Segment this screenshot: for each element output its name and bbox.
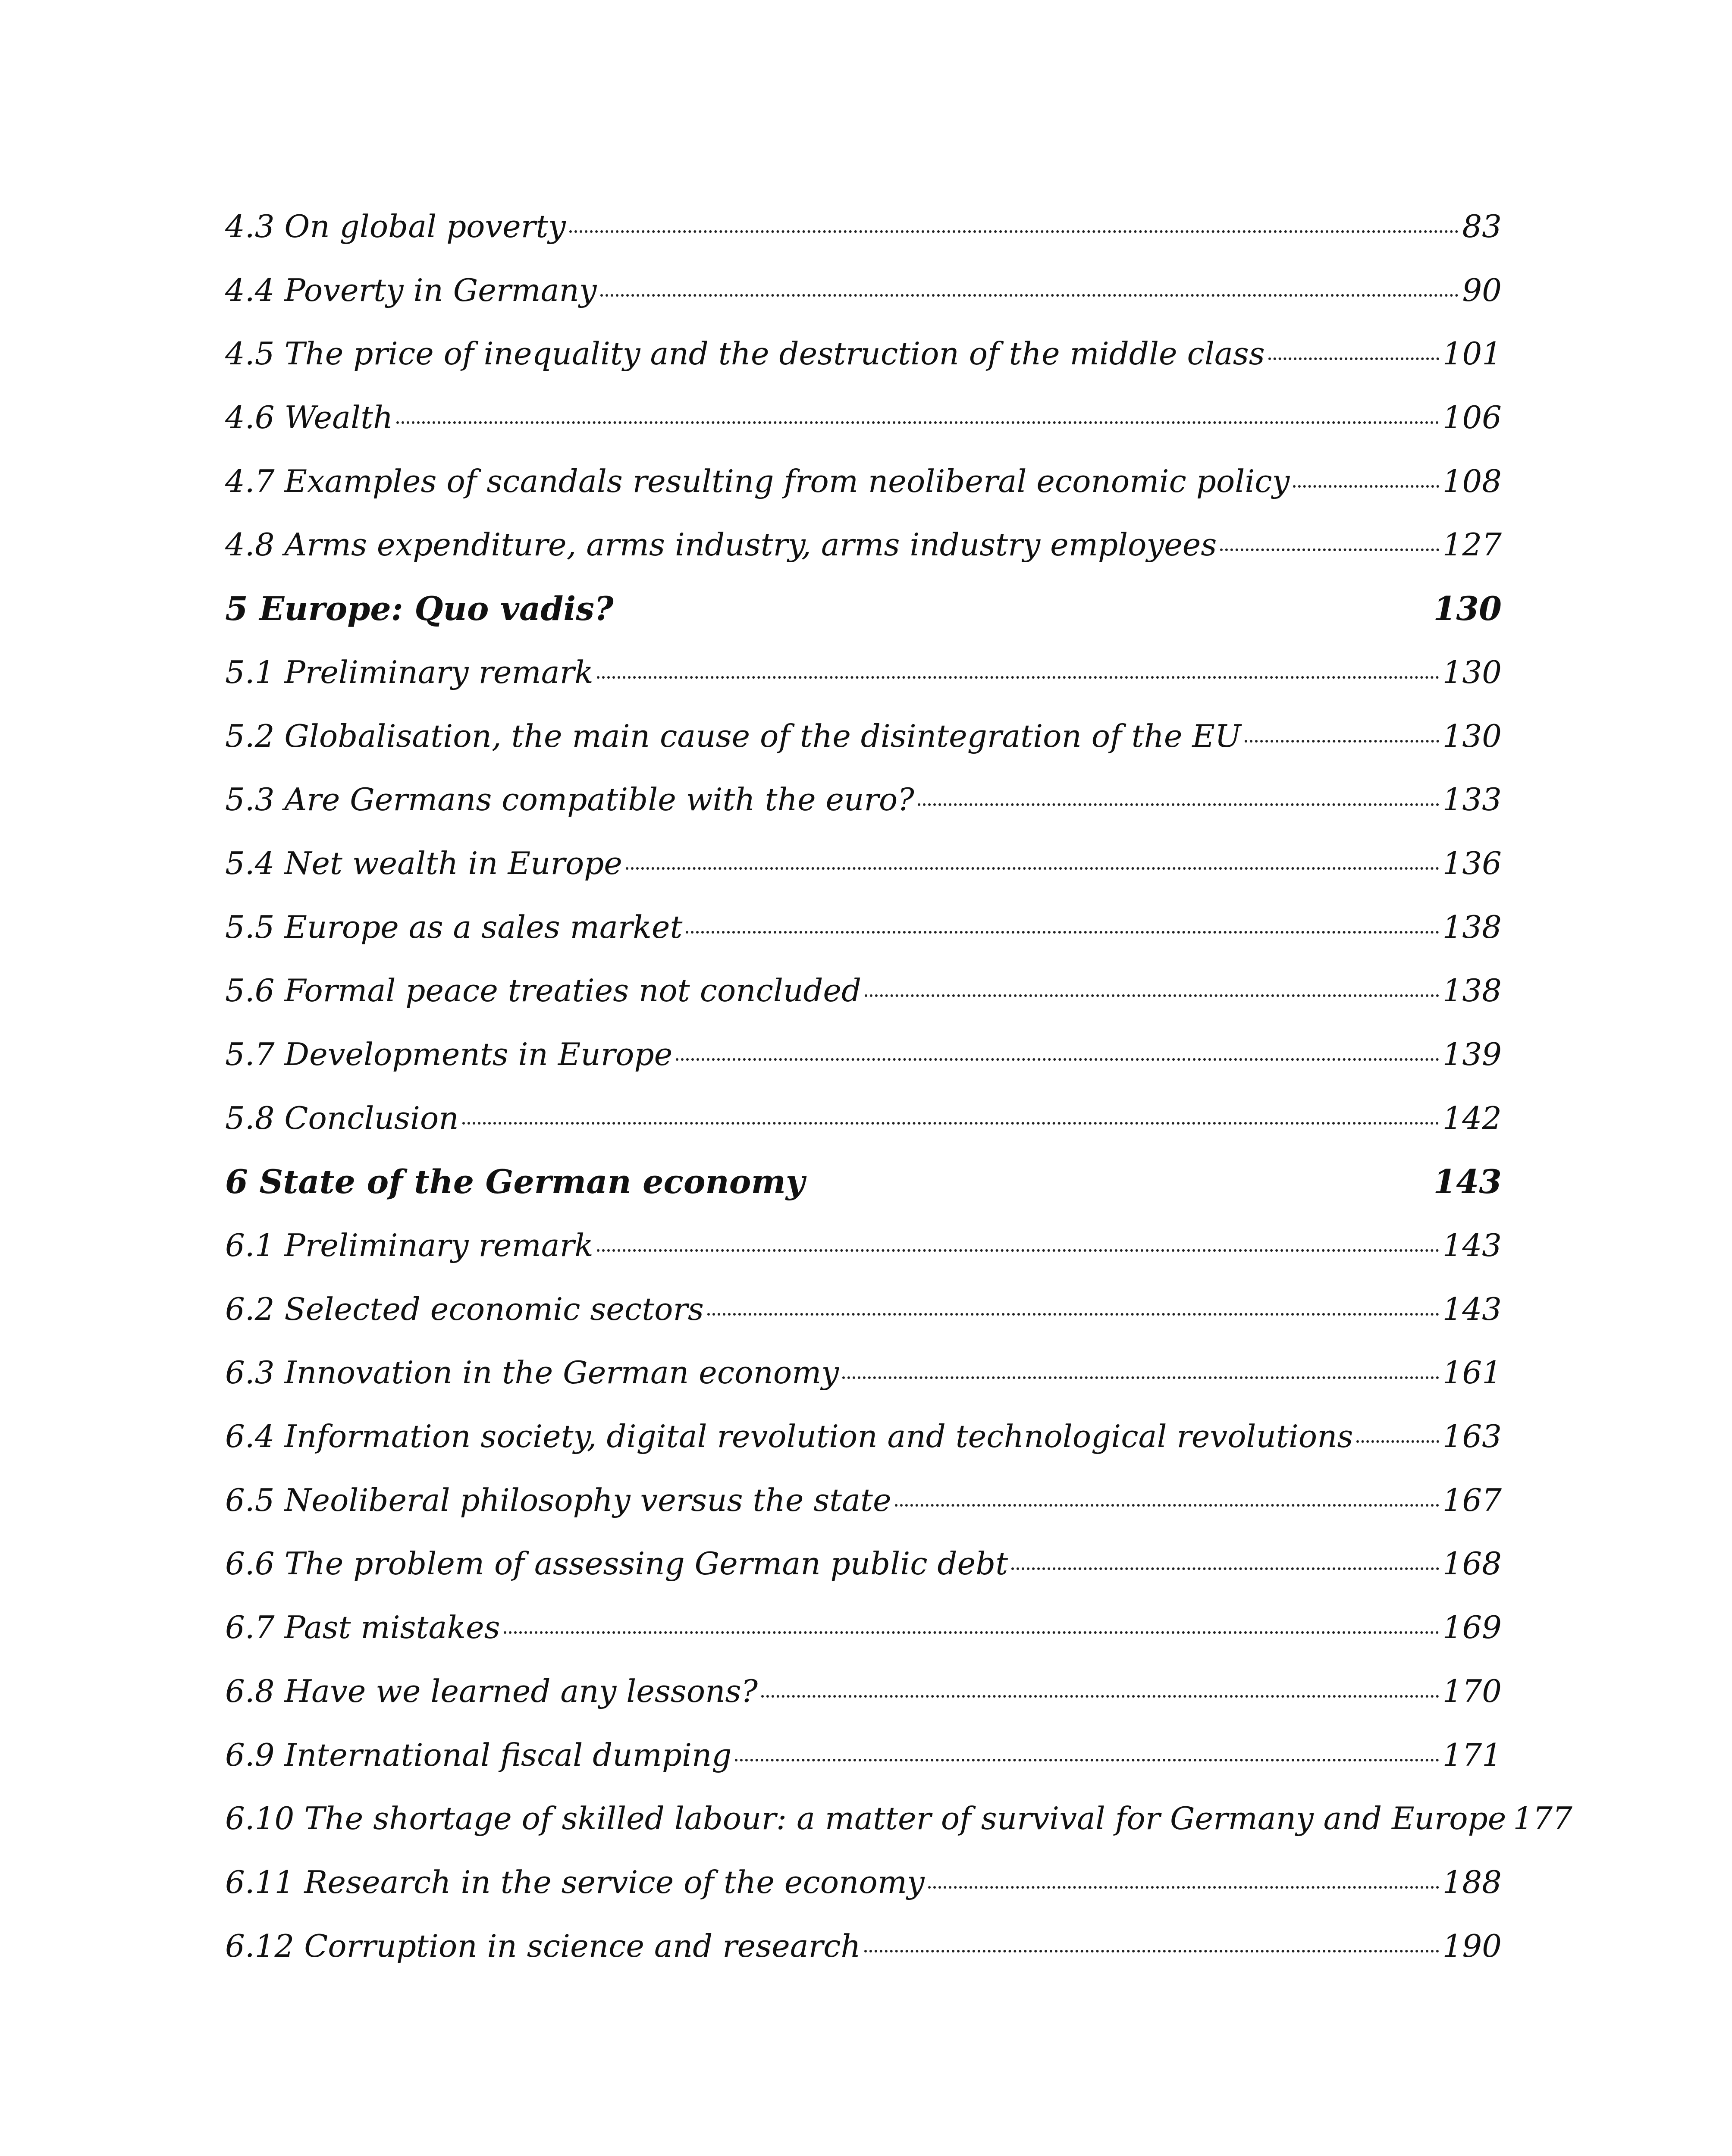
toc-dot-leader [462,1122,1439,1125]
toc-dot-leader [1356,1440,1439,1443]
toc-page-number: 138 [1442,909,1502,945]
toc-page-number: 167 [1442,1482,1502,1518]
toc-section-entry[interactable] [225,1724,1502,1787]
toc-page-number: 106 [1442,399,1502,436]
toc-entry-title: 4.8 Arms expenditure, arms industry, arms industry employees [225,526,1217,563]
toc-page-number: 161 [1442,1354,1502,1391]
toc-dot-leader [864,1950,1439,1952]
toc-page-number: 163 [1442,1418,1502,1455]
toc-section-entry[interactable] [225,641,1502,705]
toc-section-entry[interactable] [225,1915,1502,1978]
toc-section-entry[interactable] [225,322,1502,386]
toc-entry-title: 5.6 Formal peace treaties not concluded [225,972,862,1009]
toc-entry-title: 6.5 Neoliberal philosophy versus the state [225,1482,891,1518]
toc-page-number: 130 [1433,589,1502,628]
toc-dot-leader [569,230,1459,233]
toc-section-entry[interactable] [225,386,1502,450]
toc-page-number: 83 [1462,208,1502,244]
toc-page-number: 101 [1442,335,1502,372]
toc-entry-title: 4.5 The price of inequality and the destruction of the middle class [225,335,1265,372]
toc-dot-leader [918,803,1439,806]
toc-dot-leader [600,294,1459,297]
toc-section-entry[interactable] [225,195,1502,259]
toc-page-number: 171 [1442,1736,1502,1773]
toc-section-entry[interactable] [225,768,1502,832]
toc-page-number: 136 [1442,845,1502,881]
toc-page-number: 188 [1442,1864,1502,1900]
toc-dot-leader [1268,357,1439,360]
toc-dot-leader [396,421,1439,424]
toc-page-number: 130 [1442,718,1502,754]
toc-page-number: 168 [1442,1545,1502,1582]
toc-section-entry[interactable] [225,1532,1502,1596]
toc-dot-leader [597,1249,1439,1252]
toc-page-number: 108 [1442,463,1502,499]
toc-entry-title: 6.2 Selected economic sectors [225,1291,704,1327]
toc-entry-title: 5.2 Globalisation, the main cause of the disintegration of the EU [225,718,1241,754]
toc-page-number: 169 [1442,1609,1502,1646]
toc-page-number: 138 [1442,972,1502,1009]
toc-section-entry[interactable] [225,1023,1502,1087]
toc-chapter-entry[interactable] [225,577,1502,641]
toc-section-entry[interactable] [225,705,1502,768]
toc-entry-title: 5 Europe: Quo vadis? [225,589,614,628]
toc-dot-leader [761,1695,1439,1698]
toc-entry-title: 4.6 Wealth [225,399,393,436]
toc-section-entry[interactable] [225,1087,1502,1150]
toc-section-entry[interactable] [225,450,1502,514]
toc-section-entry[interactable] [225,1341,1502,1405]
toc-page-number: 143 [1433,1163,1502,1201]
toc-section-entry[interactable] [225,1214,1502,1278]
toc-section-entry[interactable] [225,1787,1572,1851]
toc-dot-leader [735,1759,1439,1761]
toc-section-entry[interactable] [225,896,1502,959]
toc-entry-title: 5.3 Are Germans compatible with the euro? [225,781,914,818]
toc-page-number: 177 [1513,1800,1572,1837]
toc-page-number: 143 [1442,1227,1502,1263]
toc-dot-leader [1245,740,1439,743]
toc-dot-leader [504,1631,1439,1634]
toc-entry-title: 6.11 Research in the service of the economy [225,1864,925,1900]
toc-dot-leader [865,994,1439,997]
toc-section-entry[interactable] [225,1405,1502,1469]
toc-section-entry[interactable] [225,959,1502,1023]
toc-dot-leader [1293,485,1439,488]
toc-section-entry[interactable] [225,1596,1502,1660]
toc-dot-leader [842,1376,1439,1379]
table-of-contents [225,195,1572,1978]
toc-dot-leader [597,676,1439,679]
toc-entry-title: 6.1 Preliminary remark [225,1227,593,1263]
toc-page-number: 142 [1442,1100,1502,1136]
toc-entry-title: 6.8 Have we learned any lessons? [225,1673,758,1709]
toc-dot-leader [1220,548,1439,551]
toc-entry-title: 6.7 Past mistakes [225,1609,500,1646]
toc-section-entry[interactable] [225,1278,1502,1341]
toc-section-entry[interactable] [225,1660,1502,1724]
toc-entry-title: 5.4 Net wealth in Europe [225,845,622,881]
toc-entry-title: 6.4 Information society, digital revolution and technological revolutions [225,1418,1353,1455]
toc-entry-title: 6 State of the German economy [225,1163,805,1201]
toc-entry-title: 5.8 Conclusion [225,1100,459,1136]
toc-section-entry[interactable] [225,513,1502,577]
toc-page-number: 130 [1442,654,1502,690]
toc-dot-leader [1011,1567,1439,1570]
toc-dot-leader [928,1886,1439,1889]
toc-dot-leader [626,867,1439,870]
toc-dot-leader [686,931,1439,934]
toc-section-entry[interactable] [225,832,1502,896]
toc-page-number: 90 [1462,272,1502,308]
toc-entry-title: 6.12 Corruption in science and research [225,1927,861,1964]
toc-chapter-entry[interactable] [225,1150,1502,1214]
toc-dot-leader [676,1058,1439,1061]
toc-entry-title: 6.10 The shortage of skilled labour: a matter of survival for Germany and Europe [225,1800,1506,1837]
toc-entry-title: 6.6 The problem of assessing German public debt [225,1545,1008,1582]
toc-section-entry[interactable] [225,1851,1502,1915]
toc-section-entry[interactable] [225,1469,1502,1532]
toc-page-number: 143 [1442,1291,1502,1327]
toc-dot-leader [707,1313,1439,1316]
toc-dot-leader [895,1504,1439,1507]
toc-entry-title: 6.9 International fiscal dumping [225,1736,732,1773]
toc-entry-title: 4.7 Examples of scandals resulting from neoliberal economic policy [225,463,1290,499]
toc-page-number: 139 [1442,1036,1502,1072]
toc-entry-title: 5.5 Europe as a sales market [225,909,683,945]
toc-entry-title: 4.4 Poverty in Germany [225,272,597,308]
toc-entry-title: 5.1 Preliminary remark [225,654,593,690]
toc-page-number: 190 [1442,1927,1502,1964]
toc-page-number: 170 [1442,1673,1502,1709]
toc-entry-title: 6.3 Innovation in the German economy [225,1354,839,1391]
toc-entry-title: 4.3 On global poverty [225,208,566,244]
toc-section-entry[interactable] [225,259,1502,323]
toc-page-number: 127 [1442,526,1502,563]
toc-entry-title: 5.7 Developments in Europe [225,1036,673,1072]
toc-page-number: 133 [1442,781,1502,818]
